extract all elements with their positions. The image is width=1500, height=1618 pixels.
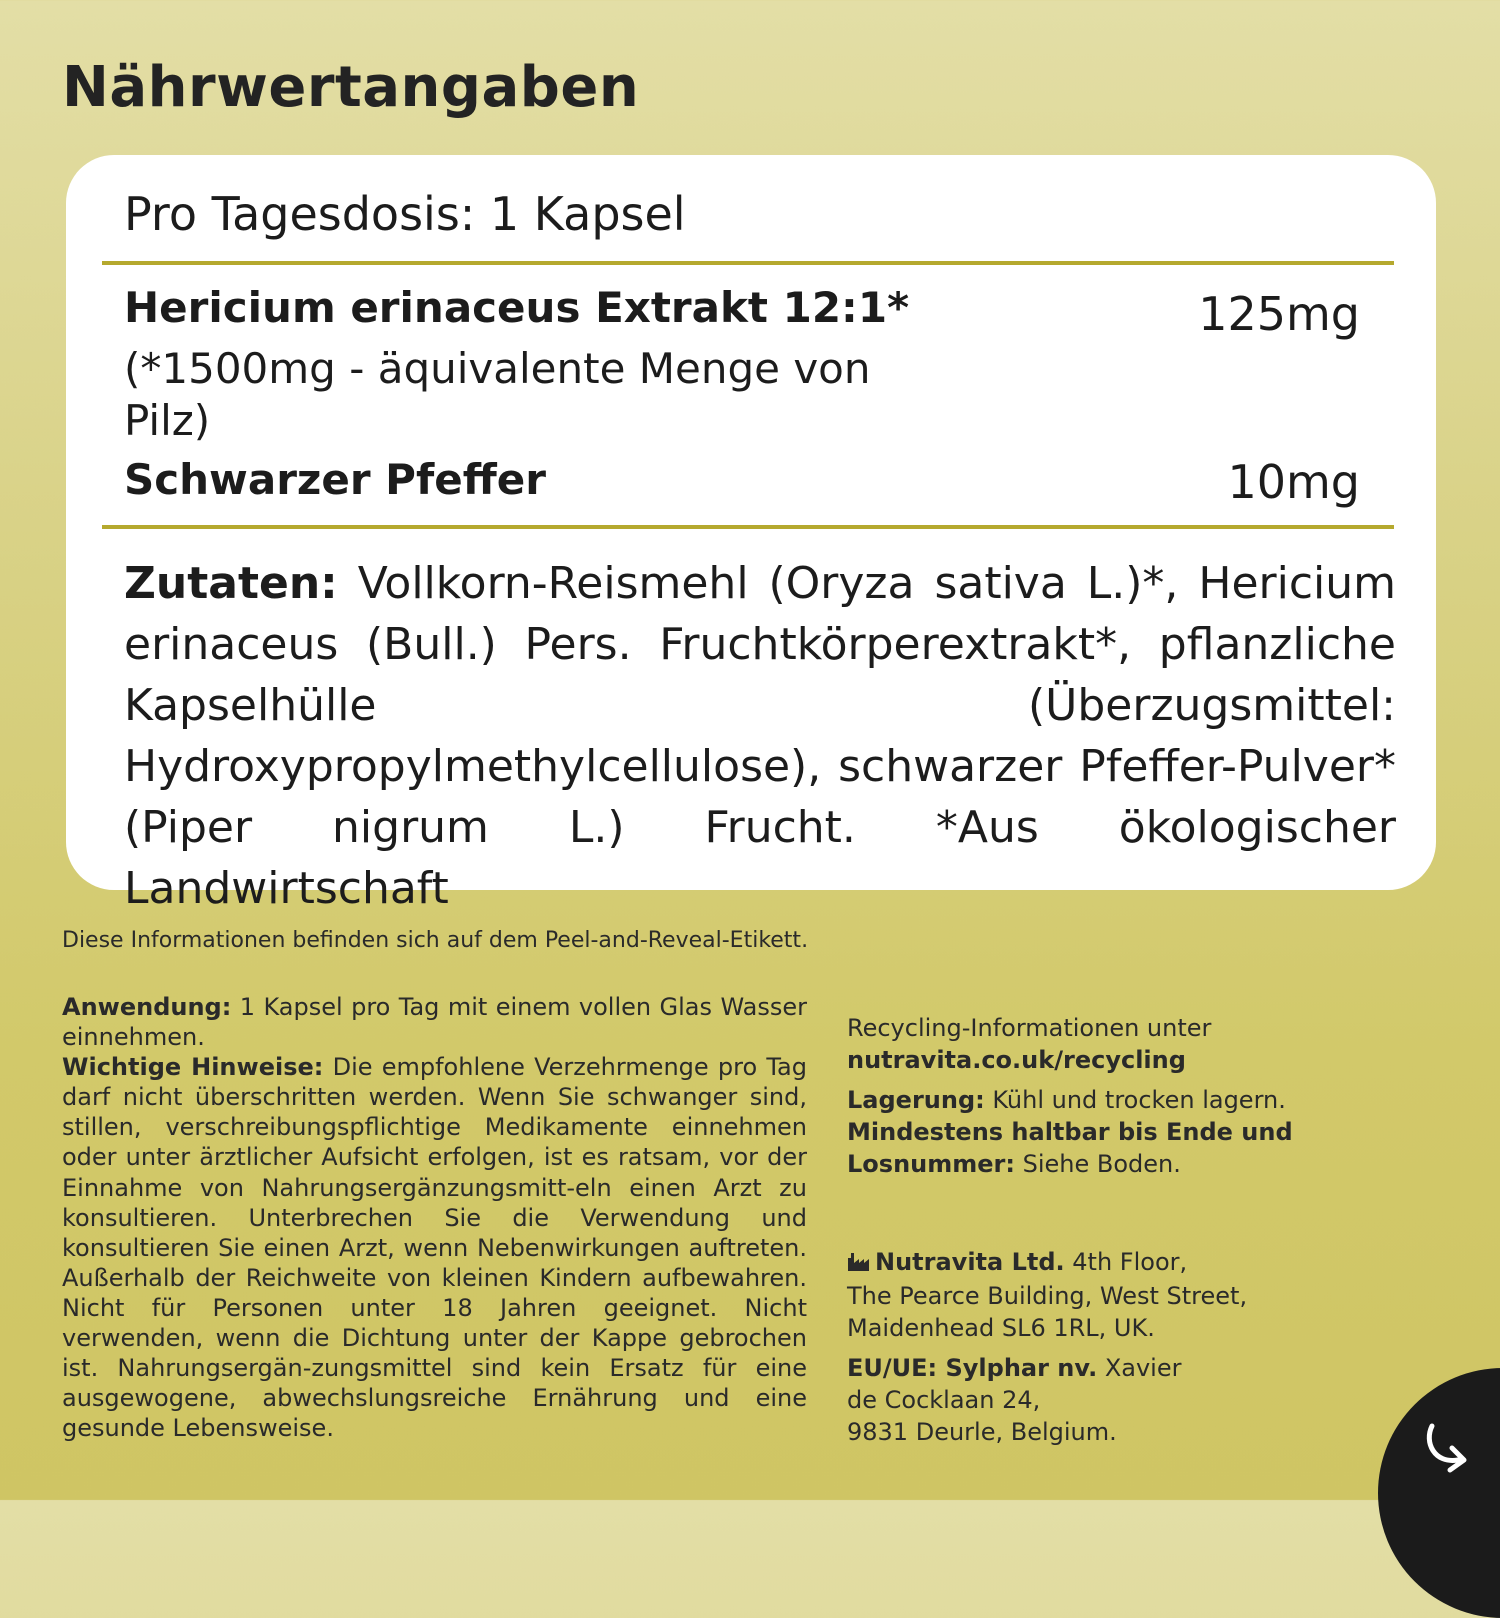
bestbefore-text: Siehe Boden. — [1022, 1150, 1181, 1178]
daily-dose: Pro Tagesdosis: 1 Kapsel — [124, 187, 686, 241]
storage-text: Kühl und trocken lagern. — [992, 1086, 1286, 1114]
ingredient-note: (*1500mg - äquivalente Menge von Pilz) — [124, 344, 871, 445]
usage-label: Anwendung: — [62, 993, 232, 1021]
ingredients-label: Zutaten: — [124, 558, 338, 609]
ingredient-name: Schwarzer Pfeffer — [124, 455, 546, 504]
page-title: Nährwertangaben — [62, 55, 640, 120]
warnings-label: Wichtige Hinweise: — [62, 1053, 324, 1082]
recycling-text: Recycling-Informationen unter — [847, 1014, 1212, 1042]
manufacturer-line: The Pearce Building, West Street, — [847, 1282, 1248, 1310]
eu-line: de Cocklaan 24, — [847, 1386, 1041, 1414]
nutrition-card — [66, 155, 1436, 914]
usage-and-warnings — [62, 992, 807, 1443]
divider — [102, 525, 1394, 529]
ingredient-name: Hericium erinaceus Extrakt 12:1* — [124, 283, 910, 332]
eu-line: 9831 Deurle, Belgium. — [847, 1418, 1117, 1446]
turn-arrow-icon — [1422, 1420, 1472, 1476]
storage-info — [847, 1084, 1317, 1180]
manufacturer-line: Maidenhead SL6 1RL, UK. — [847, 1314, 1155, 1342]
recycling-link[interactable]: nutravita.co.uk/recycling — [847, 1046, 1186, 1074]
ingredient-amount: 125mg — [1198, 287, 1360, 341]
factory-icon — [847, 1248, 871, 1280]
eu-representative — [847, 1352, 1317, 1448]
corner-badge[interactable] — [1378, 1368, 1500, 1618]
ingredients-list — [124, 553, 1396, 919]
manufacturer-line: 4th Floor, — [1072, 1248, 1188, 1276]
bestbefore-label: Mindestens haltbar bis Ende und Losnummer: — [847, 1118, 1293, 1178]
recycling-info — [847, 1012, 1317, 1076]
ingredients-text: Vollkorn-Reismehl (Oryza sativa L.)*, Hericium erinaceus (Bull.) Pers. Fruchtkörperextrakt*, pflanzliche Kapselhülle (Überzugsmittel: Hydroxypropylmethylcellulose), schwarzer Pfeffer-Pulver* (Piper nigrum L.) Frucht. *Aus ökologischer Landwirtschaft — [124, 558, 1396, 914]
manufacturer-name: Nutravita Ltd. — [875, 1248, 1065, 1276]
eu-label: EU/UE: Sylphar nv. — [847, 1354, 1098, 1382]
divider — [102, 261, 1394, 265]
eu-line: Xavier — [1104, 1354, 1182, 1382]
label-note: Diese Informationen befinden sich auf dem Peel-and-Reveal-Etikett. — [62, 928, 809, 953]
warnings-text: Die empfohlene Verzehrmenge pro Tag darf nicht überschritten werden. Wenn Sie schwanger sind, stillen, verschreibungspflichtige Medikamente einnehmen oder unter ärztlicher Aufsicht erfolgen, ist es ratsam, vor der Einnahme von Nahrungsergänzungsmitt-eln einen Arzt zu konsultieren. Unterbrechen Sie die Verwendung und konsultieren Sie einen Arzt, wenn Nebenwirkungen auftreten. Außerhalb der Reichweite von kleinen Kindern aufbewahren. Nicht für Personen unter 18 Jahren geeignet. Nicht verwenden, wenn die Dichtung unter der Kappe gebrochen ist. Nahrungsergän-zungsmittel sind kein Ersatz für eine ausgewogene, abwechslungsreiche Ernährung und eine gesunde Lebensweise. — [62, 1053, 807, 1443]
usage-text: 1 Kapsel pro Tag mit einem vollen Glas Wasser einnehmen. — [62, 993, 807, 1052]
manufacturer-info — [847, 1246, 1317, 1344]
info-column — [847, 1012, 1317, 1448]
storage-label: Lagerung: — [847, 1086, 985, 1114]
ingredient-amount: 10mg — [1227, 455, 1360, 509]
